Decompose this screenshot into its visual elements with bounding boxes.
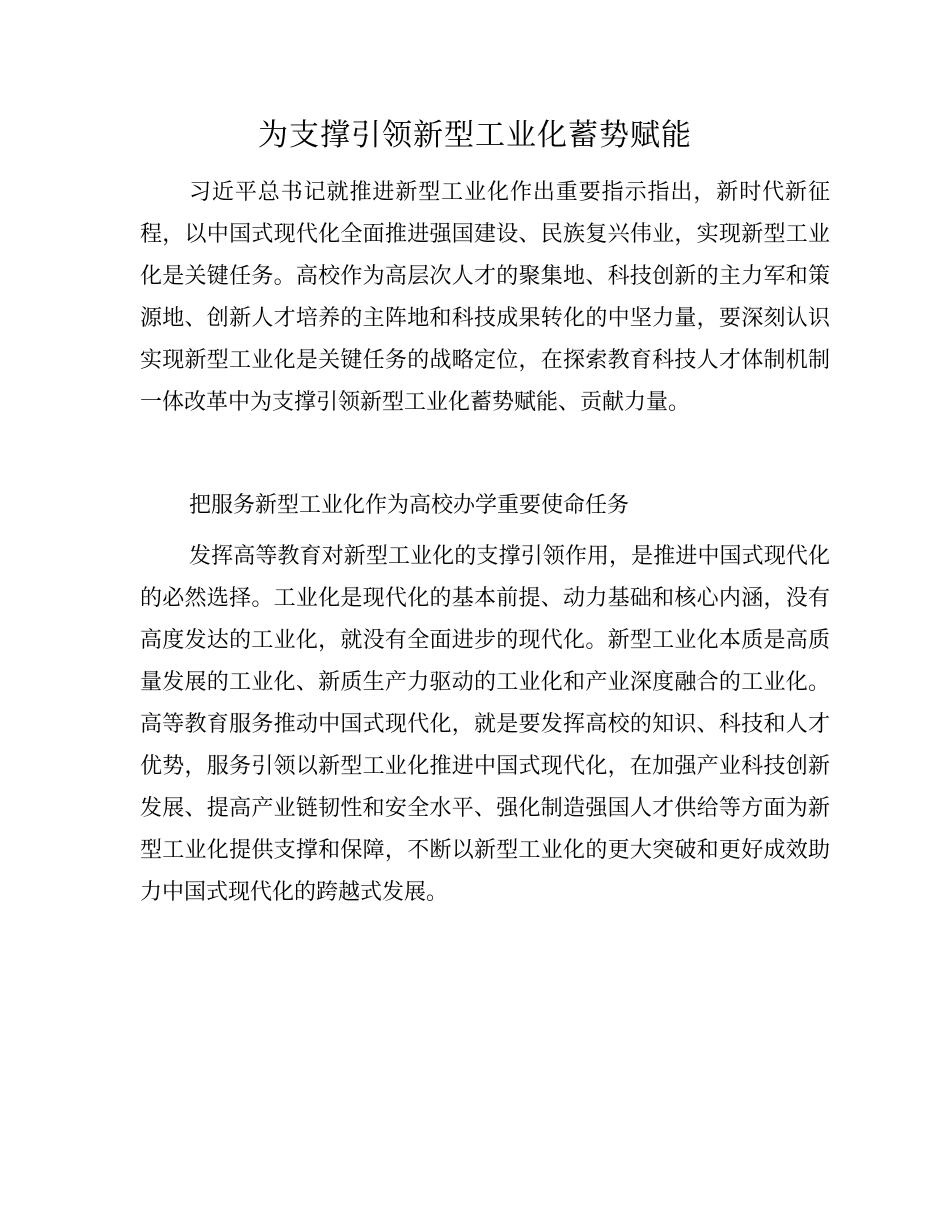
paragraph-intro: 习近平总书记就推进新型工业化作出重要指示指出，新时代新征程，以中国式现代化全面推进强国建设、民族复兴伟业，实现新型工业化是关键任务。高校作为高层次人才的聚集地、科技创新的主力军和策源地、创新人才培养的主阵地和科技成果转化的中坚力量，要深刻认识实现新型工业化是关键任务的战略定位，在探索教育科技人才体制机制一体改革中为支撑引领新型工业化蓄势赋能、贡献力量。 [140,180,830,415]
paragraph-body: 发挥高等教育对新型工业化的支撑引领作用，是推进中国式现代化的必然选择。工业化是现代化的基本前提、动力基础和核心内涵，没有高度发达的工业化，就没有全面进步的现代化。新型工业化本质是高质量发展的工业化、新质生产力驱动的工业化和产业深度融合的工业化。高等教育服务推动中国式现代化，就是要发挥高校的知识、科技和人才优势，服务引领以新型工业化推进中国式现代化，在加强产业科技创新发展、提高产业链韧性和安全水平、强化制造强国人才供给等方面为新型工业化提供支撑和保障，不断以新型工业化的更大突破和更好成效助力中国式现代化的跨越式发展。 [140,544,830,905]
document-title: 为支撑引领新型工业化蓄势赋能 [258,118,692,153]
section-heading: 把服务新型工业化作为高校办学重要使命任务 [189,493,630,518]
